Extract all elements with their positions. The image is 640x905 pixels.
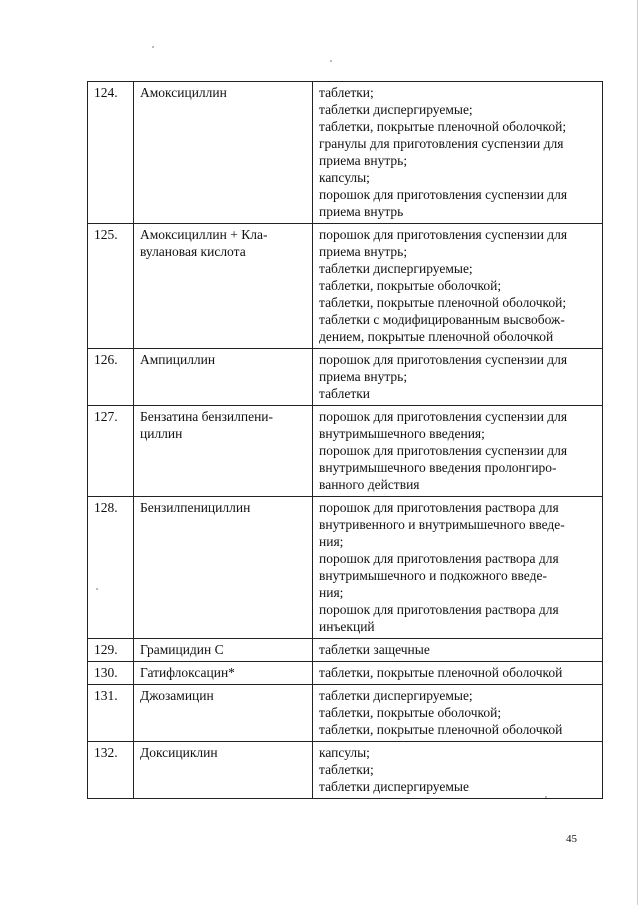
drug-name-cell xyxy=(134,82,313,224)
dosage-form-line: таблетки, покрытые оболочкой; xyxy=(319,705,502,720)
row-number-cell xyxy=(88,639,134,662)
table-row xyxy=(88,685,603,742)
drug-table-body xyxy=(88,82,603,799)
row-number: 124. xyxy=(94,85,118,100)
scan-edge-line xyxy=(637,0,638,905)
dosage-forms-cell xyxy=(313,685,603,742)
drug-name-cell xyxy=(134,685,313,742)
drug-name-line: вулановая кислота xyxy=(140,244,246,259)
row-number: 132. xyxy=(94,745,118,760)
dosage-form-line: ванного действия xyxy=(319,477,420,492)
drug-name-line: Ампициллин xyxy=(140,352,216,367)
dosage-forms-cell xyxy=(313,406,603,497)
drug-name-line: Амоксициллин + Кла- xyxy=(140,227,268,242)
row-number-cell xyxy=(88,349,134,406)
drug-name-line: Джозамицин xyxy=(140,688,214,703)
drug-name-line: Гатифлоксацин* xyxy=(140,665,235,680)
dosage-forms-cell xyxy=(313,349,603,406)
dosage-form-line: приема внутрь xyxy=(319,204,404,219)
dosage-form-line: таблетки; xyxy=(319,85,374,100)
dosage-form-line: ния; xyxy=(319,534,344,549)
dosage-form-line: инъекций xyxy=(319,619,375,634)
row-number-cell xyxy=(88,497,134,639)
dosage-form-line: таблетки, покрытые пленочной оболочкой; xyxy=(319,119,567,134)
table-row xyxy=(88,742,603,799)
drug-name-cell xyxy=(134,662,313,685)
drug-table xyxy=(87,81,603,799)
dosage-form-line: приема внутрь; xyxy=(319,153,408,168)
row-number: 130. xyxy=(94,665,118,680)
scan-speck xyxy=(96,588,98,590)
dosage-form-line: таблетки, покрытые пленочной оболочкой xyxy=(319,722,563,737)
drug-name-line: Бензатина бензилпени- xyxy=(140,409,274,424)
dosage-forms-cell xyxy=(313,639,603,662)
dosage-form-line: порошок для приготовления суспензии для xyxy=(319,409,568,424)
scan-speck xyxy=(152,46,154,48)
drug-name-cell xyxy=(134,224,313,349)
row-number-cell xyxy=(88,742,134,799)
row-number-cell xyxy=(88,406,134,497)
scan-speck xyxy=(330,60,332,62)
drug-name-line: Бензилпенициллин xyxy=(140,500,251,515)
dosage-form-line: таблетки диспергируемые xyxy=(319,779,469,794)
dosage-form-line: гранулы для приготовления суспензии для xyxy=(319,136,564,151)
dosage-form-line: таблетки диспергируемые; xyxy=(319,102,473,117)
dosage-form-line: таблетки с модифицированным высвобож- xyxy=(319,312,565,327)
dosage-form-line: таблетки, покрытые оболочкой; xyxy=(319,278,502,293)
dosage-form-line: дением, покрытые пленочной оболочкой xyxy=(319,329,554,344)
drug-name-cell xyxy=(134,497,313,639)
drug-name-cell xyxy=(134,639,313,662)
dosage-forms-cell xyxy=(313,497,603,639)
dosage-form-line: таблетки диспергируемые; xyxy=(319,261,473,276)
row-number: 131. xyxy=(94,688,118,703)
dosage-form-line: таблетки xyxy=(319,386,371,401)
dosage-form-line: таблетки диспергируемые; xyxy=(319,688,473,703)
dosage-forms-cell xyxy=(313,742,603,799)
dosage-form-line: порошок для приготовления суспензии для xyxy=(319,352,568,367)
dosage-form-line: порошок для приготовления раствора для xyxy=(319,551,559,566)
dosage-form-line: приема внутрь; xyxy=(319,244,408,259)
dosage-forms-cell xyxy=(313,662,603,685)
drug-name-line: Амоксициллин xyxy=(140,85,227,100)
row-number: 127. xyxy=(94,409,118,424)
dosage-form-line: таблетки, покрытые пленочной оболочкой xyxy=(319,665,563,680)
scan-speck xyxy=(545,796,547,798)
drug-name-line: циллин xyxy=(140,426,183,441)
table-row xyxy=(88,497,603,639)
table-row xyxy=(88,349,603,406)
row-number-cell xyxy=(88,685,134,742)
dosage-form-line: приема внутрь; xyxy=(319,369,408,384)
dosage-form-line: порошок для приготовления суспензии для xyxy=(319,227,568,242)
row-number-cell xyxy=(88,224,134,349)
drug-name-cell xyxy=(134,349,313,406)
row-number: 125. xyxy=(94,227,118,242)
dosage-forms-cell xyxy=(313,82,603,224)
dosage-form-line: порошок для приготовления суспензии для xyxy=(319,443,568,458)
table-row xyxy=(88,224,603,349)
dosage-form-line: капсулы; xyxy=(319,745,370,760)
drug-name-line: Доксициклин xyxy=(140,745,218,760)
dosage-form-line: порошок для приготовления суспензии для xyxy=(319,187,568,202)
row-number-cell xyxy=(88,82,134,224)
row-number: 129. xyxy=(94,642,118,657)
row-number: 126. xyxy=(94,352,118,367)
dosage-form-line: таблетки защечные xyxy=(319,642,430,657)
drug-name-line: Грамицидин С xyxy=(140,642,224,657)
dosage-form-line: внутривенного и внутримышечного введе- xyxy=(319,517,565,532)
row-number: 128. xyxy=(94,500,118,515)
dosage-form-line: внутримышечного и подкожного введе- xyxy=(319,568,547,583)
dosage-forms-cell xyxy=(313,224,603,349)
dosage-form-line: порошок для приготовления раствора для xyxy=(319,500,559,515)
table-row xyxy=(88,662,603,685)
row-number-cell xyxy=(88,662,134,685)
dosage-form-line: ния; xyxy=(319,585,344,600)
dosage-form-line: внутримышечного введения; xyxy=(319,426,485,441)
dosage-form-line: внутримышечного введения пролонгиро- xyxy=(319,460,557,475)
drug-name-cell xyxy=(134,742,313,799)
table-row xyxy=(88,639,603,662)
drug-name-cell xyxy=(134,406,313,497)
dosage-form-line: порошок для приготовления раствора для xyxy=(319,602,559,617)
dosage-form-line: таблетки, покрытые пленочной оболочкой; xyxy=(319,295,567,310)
table-row xyxy=(88,82,603,224)
table-row xyxy=(88,406,603,497)
dosage-form-line: таблетки; xyxy=(319,762,374,777)
dosage-form-line: капсулы; xyxy=(319,170,370,185)
page-number: 45 xyxy=(566,833,577,845)
